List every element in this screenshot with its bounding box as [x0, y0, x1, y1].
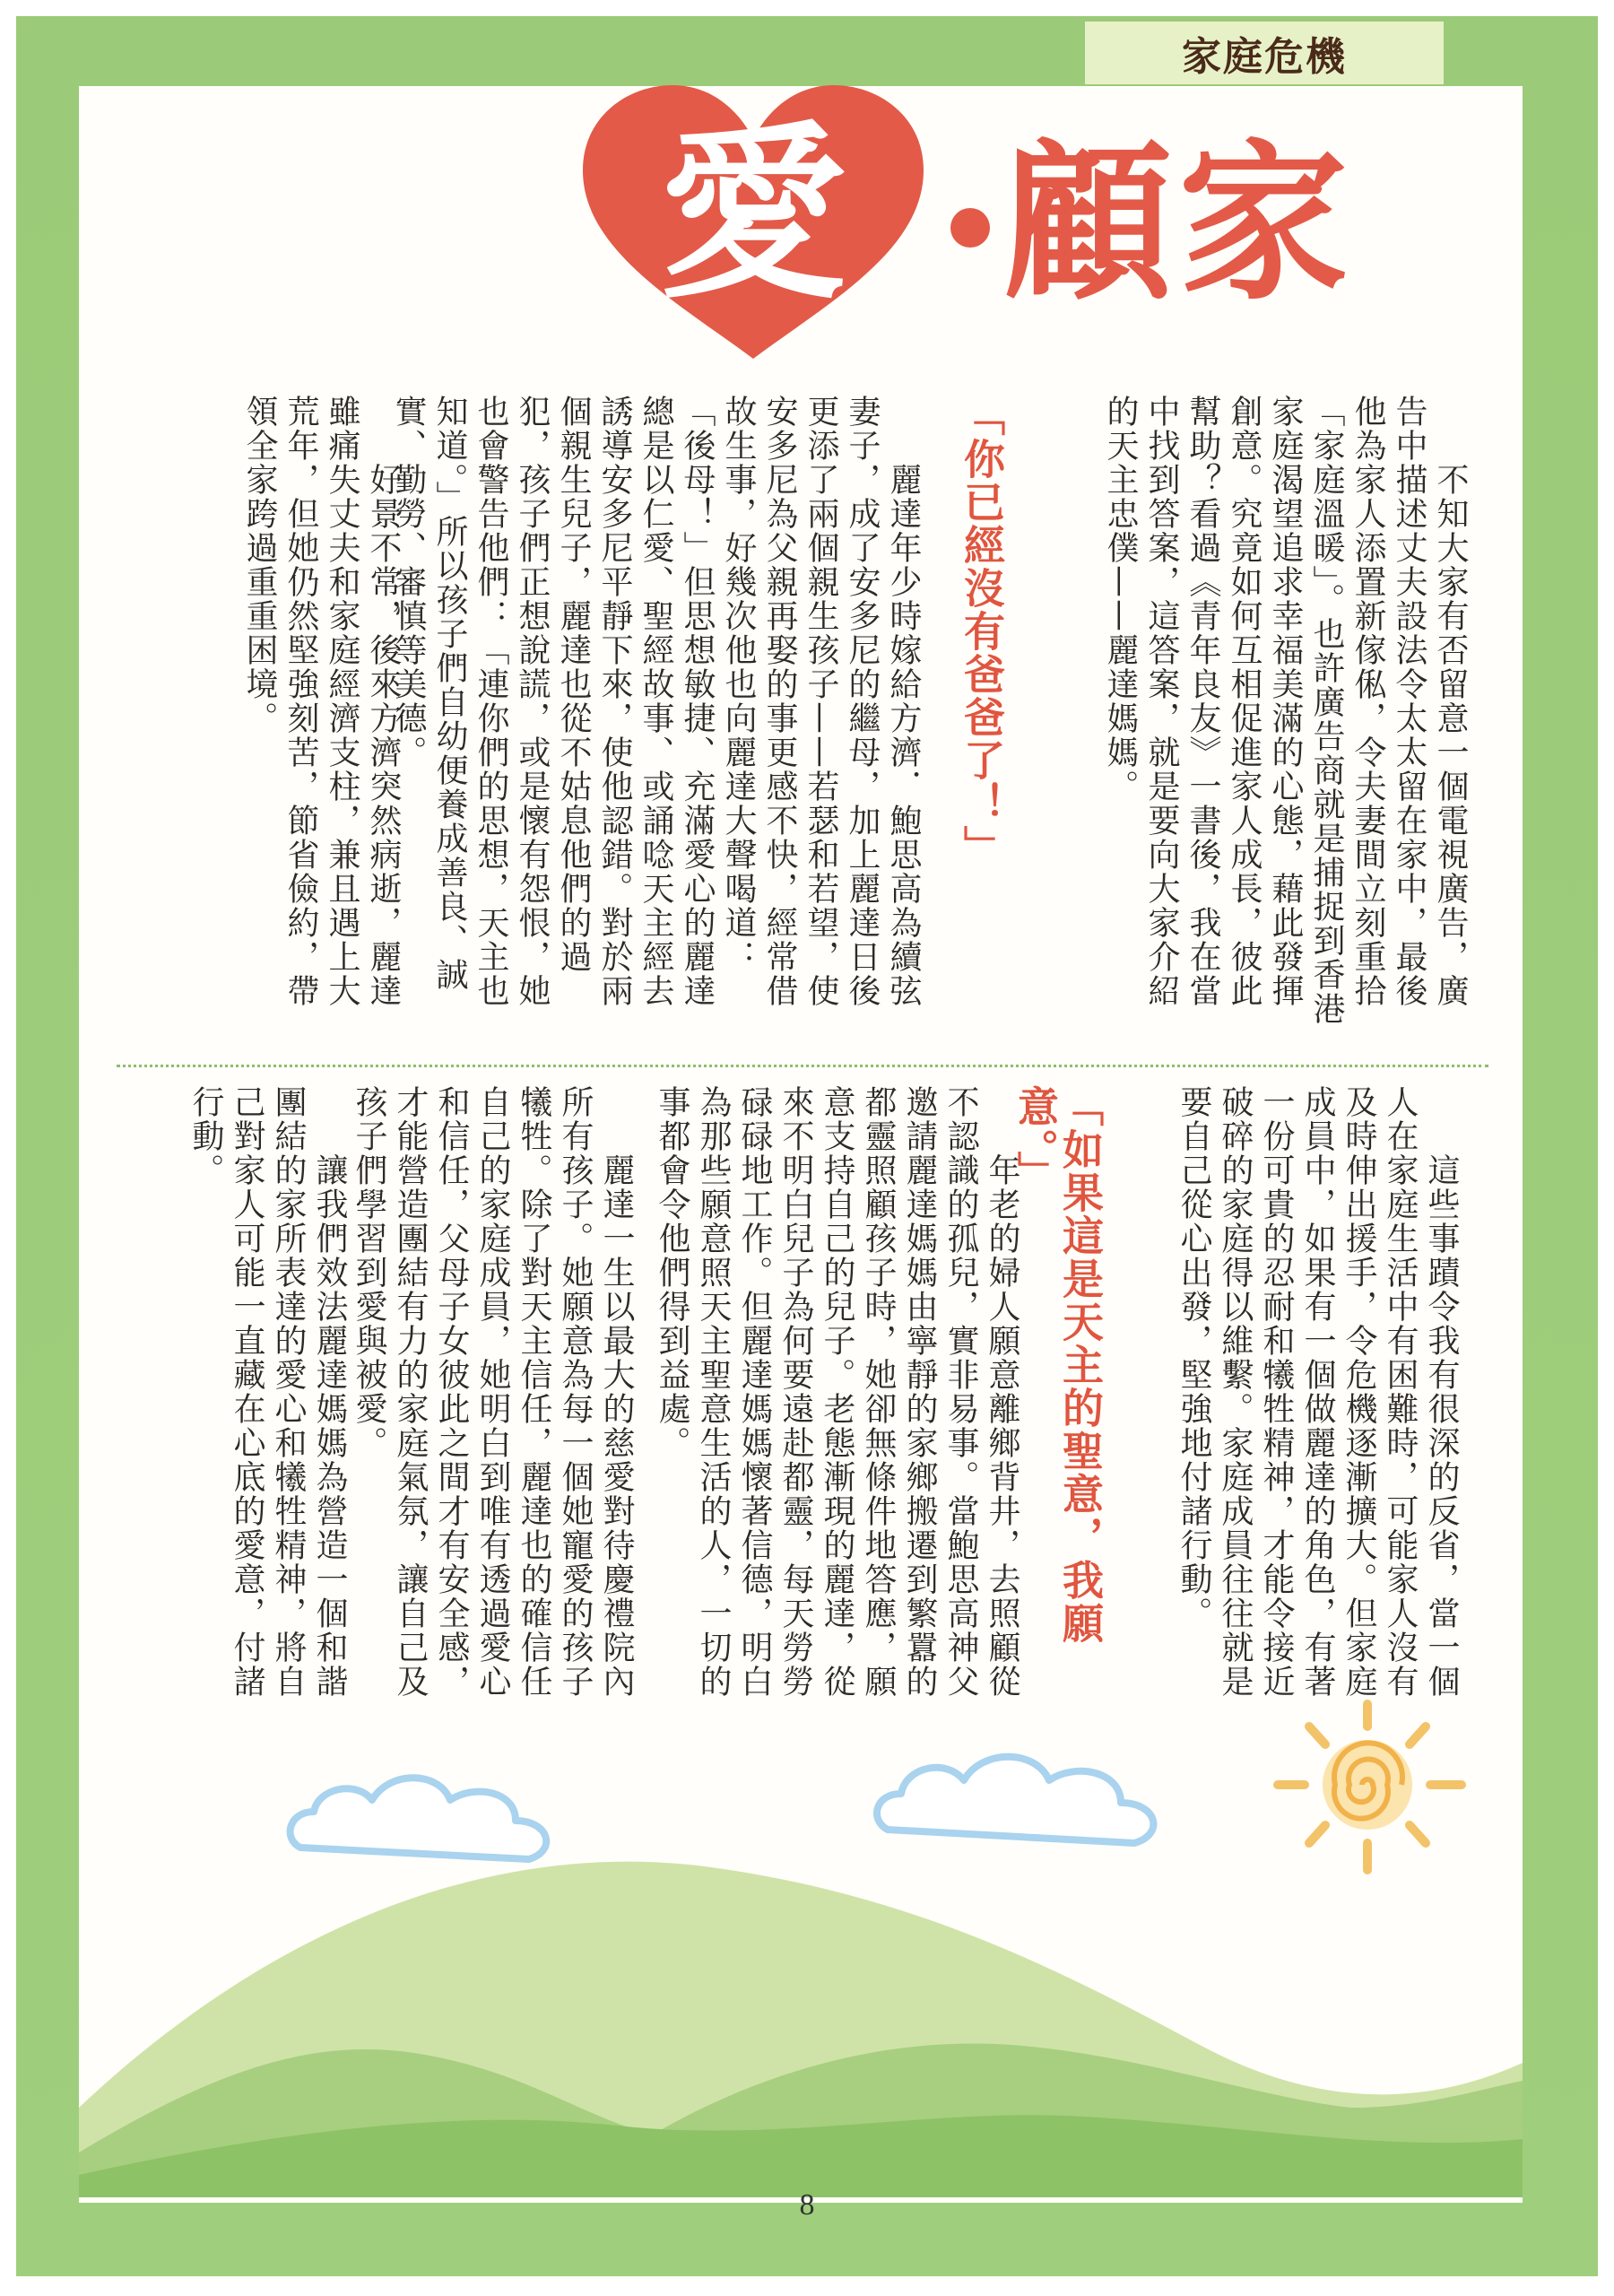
title-separator-dot: [950, 208, 990, 248]
section2-subheading: 「如果這是天主的聖意，我願意。」: [1011, 1085, 1105, 1645]
hills-illustration: [79, 1686, 1523, 2197]
section2-paragraph-2: 麗達一生以最大的慈愛對待慶禮院內所有孩子。她願意為每一個她寵愛的孩子犧牲。除了對天主信任，麗達也的確信任自己的家庭成員，她明白到唯有透過愛心和信任，父母子女彼此之間才有安全感，才能營造團結有力的家庭氣氛，讓自己及孩子們學習到愛與被愛。: [351, 1085, 635, 1699]
section1-paragraph-2: 好景不常，後來方濟突然病逝，麗達雖痛失丈夫和家庭經濟支柱，兼且遇上大荒年，但她仍然堅強刻苦，節省儉約，帶領全家跨過重重困境。: [241, 395, 402, 1008]
section1-intro: 不知大家有否留意一個電視廣告，廣告中描述丈夫設法令太太留在家中，最後他為家人添置新傢俬，令夫妻間立刻重拾「家庭溫暖」。也許廣告商就是捕捉到香港家庭渴望追求幸福美滿的心態，藉此發揮創意。究竟如何互相促進家人成長，彼此幫助？看過《青年良友》一書後，我在當中找到答案，這答案，就是要向大家介紹的天主忠僕——麗達媽媽。: [1102, 395, 1469, 1026]
title-text: 顧家: [1002, 125, 1355, 323]
section1-paragraph-1: 麗達年少時嫁給方濟．鮑思高為續弦妻子，成了安多尼的繼母，加上麗達日後更添了兩個親生孩子——若瑟和若望，使安多尼為父親再娶的事更感不快，經常借故生事，好幾次他也向麗達大聲喝道：「後母！」但思想敏捷、充滿愛心的麗達總是以仁愛、聖經故事、或誦唸天主經去誘導安多尼平靜下來，使他認錯。對於兩個親生兒子，麗達也從不姑息他們的過犯，孩子們正想說謊，或是懷有怨恨，她也會警告他們：「連你們的思想，天主也知道。」所以孩子們自幼便養成善良、誠實、勤勞、審慎等美德。: [390, 395, 922, 1008]
section2-paragraph-3: 讓我們效法麗達媽媽為營造一個和諧團結的家所表達的愛心和犧牲精神，將自己對家人可能一直藏在心底的愛意，付諸行動。: [187, 1085, 348, 1699]
section-divider: [117, 1065, 1488, 1067]
page-number: 8: [799, 2188, 815, 2222]
category-label: 家庭危機: [1182, 34, 1347, 80]
section2-intro: 這些事蹟令我有很深的反省，當一個人在家庭生活中有困難時，可能家人沒有及時伸出援手，令危機逐漸擴大。但家庭成員中，如果有一個做麗達的角色，有著一份可貴的忍耐和犧牲精神，才能令接近破碎的家庭得以維繫。家庭成員往往就是要自己從心出發，堅強地付諸行動。: [1176, 1085, 1460, 1699]
section1-subheading: 「你已經沒有爸爸了！」: [958, 395, 1006, 868]
category-tab: [1085, 22, 1444, 84]
section2-paragraph-1: 年老的婦人願意離鄉背井，去照顧從不認識的孤兒，實非易事。當鮑思高神父邀請麗達媽媽由寧靜的家鄉搬遷到繁囂的都靈照顧孩子時，她卻無條件地答應，願意支持自己的兒子。老態漸現的麗達，從來不明白兒子為何要遠赴都靈，每天勞勞碌碌地工作。但麗達媽媽懷著信德，明白為那些願意照天主聖意生活的人，一切的事都會令他們得到益處。: [654, 1085, 1020, 1699]
title-love-char: 愛: [658, 105, 847, 325]
